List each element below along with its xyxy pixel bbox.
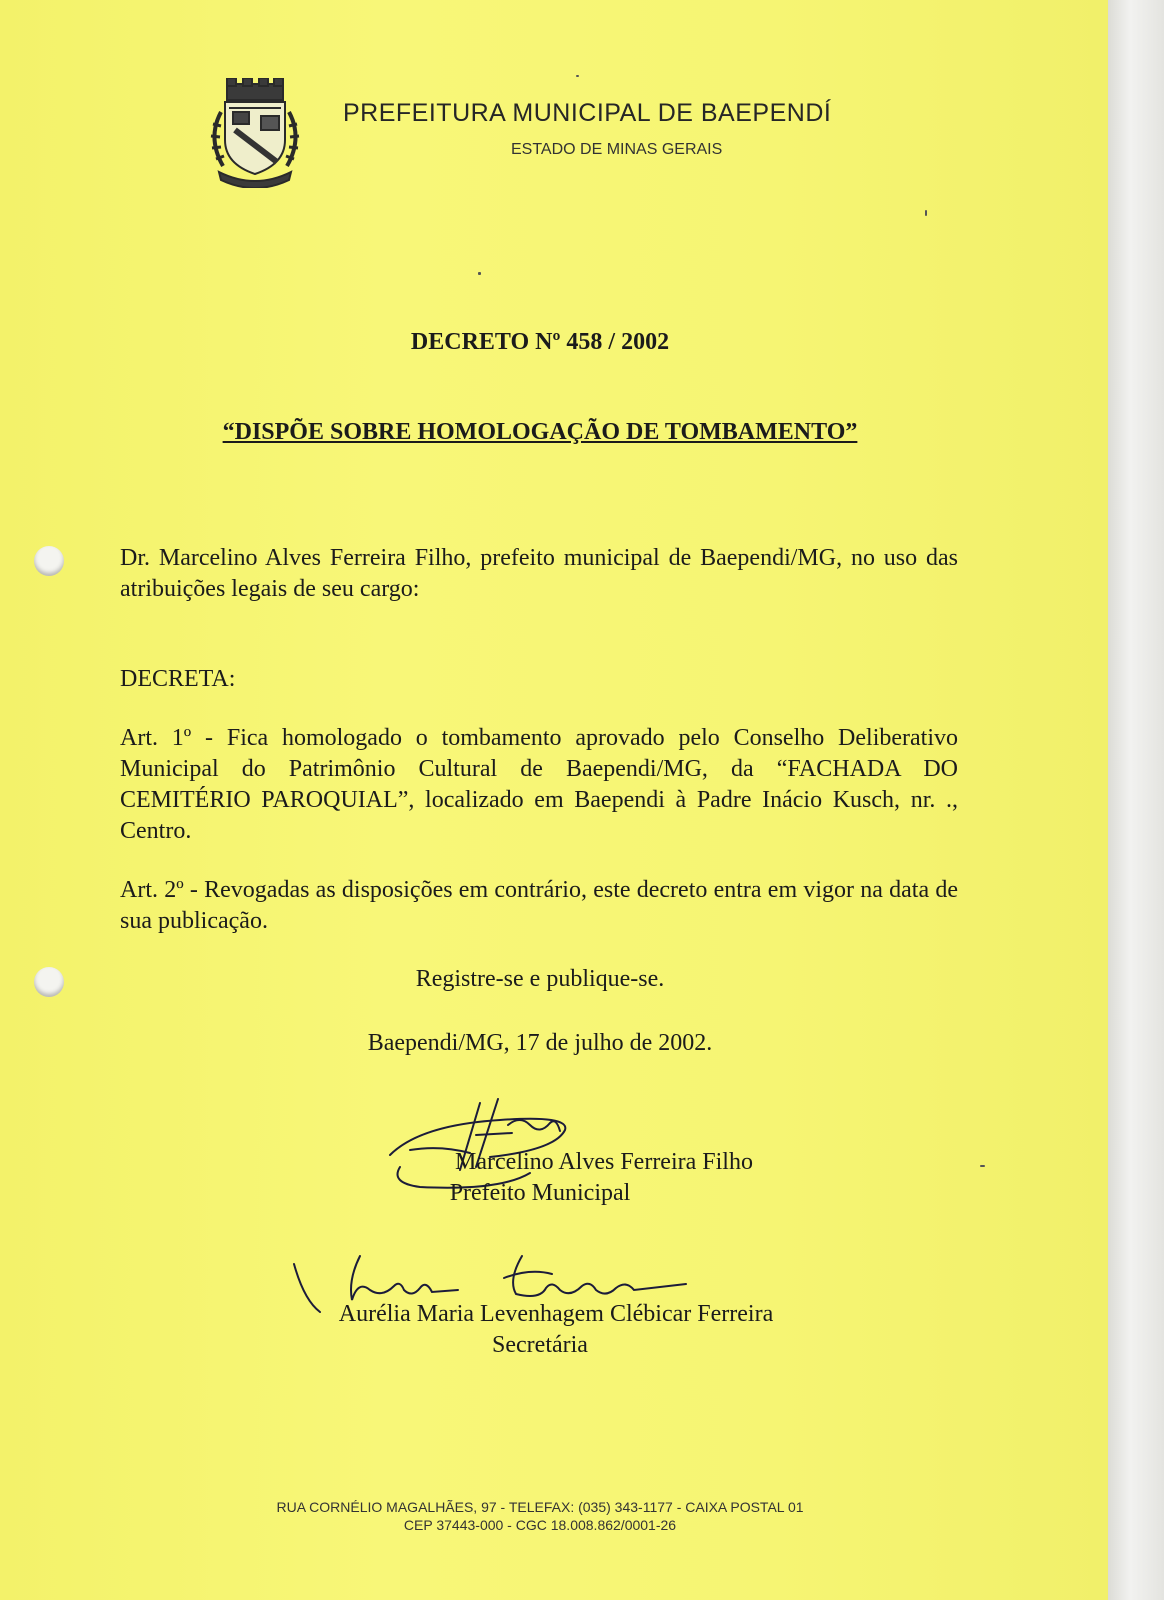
decree-subject: “DISPÕE SOBRE HOMOLOGAÇÃO DE TOMBAMENTO” bbox=[222, 419, 858, 445]
decree-intro: Dr. Marcelino Alves Ferreira Filho, prefeito municipal de Baependi/MG, no uso das atribuições legais de seu cargo: bbox=[120, 545, 958, 602]
secretary-role: Secretária bbox=[492, 1332, 588, 1358]
mayor-name: Marcelino Alves Ferreira Filho bbox=[455, 1149, 753, 1175]
paper-speck bbox=[576, 75, 579, 77]
mayor-role: Prefeito Municipal bbox=[449, 1180, 631, 1206]
decreta-heading: DECRETA: bbox=[120, 666, 236, 692]
article-1: Art. 1º - Fica homologado o tombamento aprovado pelo Conselho Deliberativo Municipal do Patrimônio Cultural de Baependi/MG, da “FACHADA DO CEMITÉRIO PAROQUIAL”, localizado em Baependi à Padre Inácio Kusch, nr. ., Centro. bbox=[120, 725, 958, 844]
closing-formula: Registre-se e publique-se. bbox=[415, 966, 665, 992]
footer-address: RUA CORNÉLIO MAGALHÃES, 97 - TELEFAX: (035) 343-1177 - CAIXA POSTAL 01 bbox=[276, 1499, 804, 1515]
article-2: Art. 2º - Revogadas as disposições em contrário, este decreto entra em vigor na data de sua publicação. bbox=[120, 877, 958, 934]
institution-subtitle: ESTADO DE MINAS GERAIS bbox=[511, 141, 723, 158]
place-date: Baependi/MG, 17 de julho de 2002. bbox=[367, 1030, 713, 1056]
decree-number: DECRETO Nº 458 / 2002 bbox=[410, 329, 670, 355]
punch-hole-top bbox=[34, 546, 64, 576]
coat-of-arms-icon bbox=[205, 78, 305, 188]
footer-registration: CEP 37443-000 - CGC 18.008.862/0001-26 bbox=[403, 1517, 677, 1533]
paper-speck bbox=[478, 272, 481, 275]
paper-speck bbox=[925, 210, 927, 216]
institution-title: PREFEITURA MUNICIPAL DE BAEPENDÍ bbox=[343, 99, 832, 127]
secretary-name: Aurélia Maria Levenhagem Clébicar Ferreira bbox=[338, 1301, 774, 1327]
scanner-margin bbox=[1108, 0, 1164, 1600]
